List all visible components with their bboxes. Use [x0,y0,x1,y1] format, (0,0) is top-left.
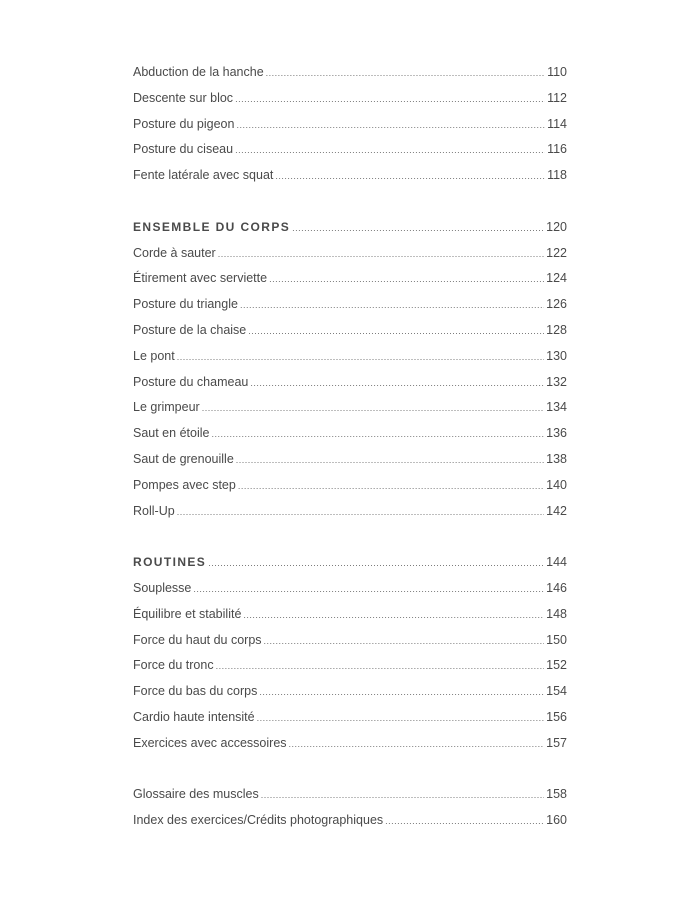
page-number: 160 [546,813,567,828]
page-number: 116 [547,142,567,157]
entry-title: Corde à sauter [133,245,216,260]
toc-entry[interactable] [133,782,567,808]
entry-title: Posture du ciseau [133,142,234,157]
toc-entry[interactable] [133,473,567,499]
page-number: 142 [546,503,567,518]
entry-title: Fente latérale avec squat [133,168,274,183]
dot-leader [218,242,544,268]
page-number: 132 [546,374,567,389]
page-number: 136 [546,426,567,441]
entry-title: Index des exercices/Crédits photographiques [133,813,384,828]
section-title: ENSEMBLE DU CORPS [133,219,291,234]
section-title: ROUTINES [133,555,207,570]
dot-leader [238,474,544,500]
toc-entry[interactable] [133,808,567,834]
page-number: 124 [546,271,567,286]
toc-entry[interactable] [133,628,567,654]
entry-title: Saut en étoile [133,426,210,441]
toc-entry[interactable] [133,395,567,421]
dot-leader [289,732,545,758]
toc-entry[interactable] [133,60,567,86]
toc-section-heading[interactable] [133,550,567,576]
dot-leader [250,371,544,397]
dot-leader [236,448,544,474]
entry-title: Force du bas du corps [133,684,258,699]
dot-leader [216,654,545,680]
entry-title: Posture du pigeon [133,116,235,131]
entry-title: Exercices avec accessoires [133,735,287,750]
toc-entry[interactable] [133,602,567,628]
dot-leader [235,87,545,113]
page-number: 122 [546,245,567,260]
entry-title: Étirement avec serviette [133,271,268,286]
entry-title: Posture du triangle [133,297,238,312]
toc-entry[interactable] [133,447,567,473]
entry-title: Force du tronc [133,658,214,673]
page-number: 128 [546,322,567,337]
entry-title: Souplesse [133,580,192,595]
toc-entry[interactable] [133,241,567,267]
dot-leader [236,113,545,139]
dot-leader [193,577,544,603]
table-of-contents [133,60,567,834]
toc-entry[interactable] [133,679,567,705]
dot-leader [385,809,544,835]
dot-leader [240,293,544,319]
page-number: 140 [546,477,567,492]
toc-entry[interactable] [133,370,567,396]
entry-title: Le pont [133,348,175,363]
page-number: 110 [547,65,567,79]
dot-leader [177,500,544,526]
toc-entry[interactable] [133,705,567,731]
dot-leader [261,783,544,809]
dot-leader [259,680,544,706]
section-spacer [133,757,567,783]
page-number: 157 [546,735,567,750]
entry-title: Posture du chameau [133,374,249,389]
page-number: 114 [547,116,567,131]
toc-entry[interactable] [133,266,567,292]
dot-leader [264,629,545,655]
entry-title: Descente sur bloc [133,90,234,105]
entry-title: Le grimpeur [133,400,200,415]
dot-leader [248,319,544,345]
page-number: 130 [546,348,567,363]
dot-leader [235,138,545,164]
dot-leader [269,267,544,293]
entry-title: Saut de grenouille [133,451,234,466]
toc-entry[interactable] [133,653,567,679]
toc-entry[interactable] [133,576,567,602]
page-number: 150 [546,632,567,647]
dot-leader [266,61,545,87]
page-number: 138 [546,451,567,466]
entry-title: Force du haut du corps [133,632,262,647]
dot-leader [275,164,545,190]
page-number: 152 [546,658,567,673]
toc-entry[interactable] [133,86,567,112]
entry-title: Roll-Up [133,503,175,518]
section-spacer [133,189,567,215]
entry-title: Cardio haute intensité [133,709,255,724]
page-number: 154 [546,684,567,699]
dot-leader [243,603,544,629]
toc-section-heading[interactable] [133,215,567,241]
entry-title: Posture de la chaise [133,322,247,337]
toc-entry[interactable] [133,731,567,757]
dot-leader [257,706,545,732]
dot-leader [292,216,544,242]
page-number: 146 [546,580,567,595]
page-number: 118 [547,168,567,183]
dot-leader [177,345,544,371]
page-number: 134 [546,400,567,415]
entry-title: Équilibre et stabilité [133,606,242,621]
entry-title: Pompes avec step [133,477,236,492]
toc-entry[interactable] [133,499,567,525]
page-number: 144 [546,555,567,570]
toc-entry[interactable] [133,318,567,344]
dot-leader [208,551,544,577]
page-number: 148 [546,606,567,621]
entry-title: Abduction de la hanche [133,65,264,79]
toc-entry[interactable] [133,112,567,138]
page-number: 126 [546,297,567,312]
toc-entry[interactable] [133,292,567,318]
toc-entry[interactable] [133,163,567,189]
dot-leader [211,422,544,448]
entry-title: Glossaire des muscles [133,787,259,802]
page-number: 120 [546,219,567,234]
toc-entry[interactable] [133,421,567,447]
page-number: 112 [547,90,567,105]
page-number: 158 [546,787,567,802]
dot-leader [202,396,544,422]
toc-entry[interactable] [133,344,567,370]
page-number: 156 [546,709,567,724]
section-spacer [133,524,567,550]
toc-entry[interactable] [133,137,567,163]
